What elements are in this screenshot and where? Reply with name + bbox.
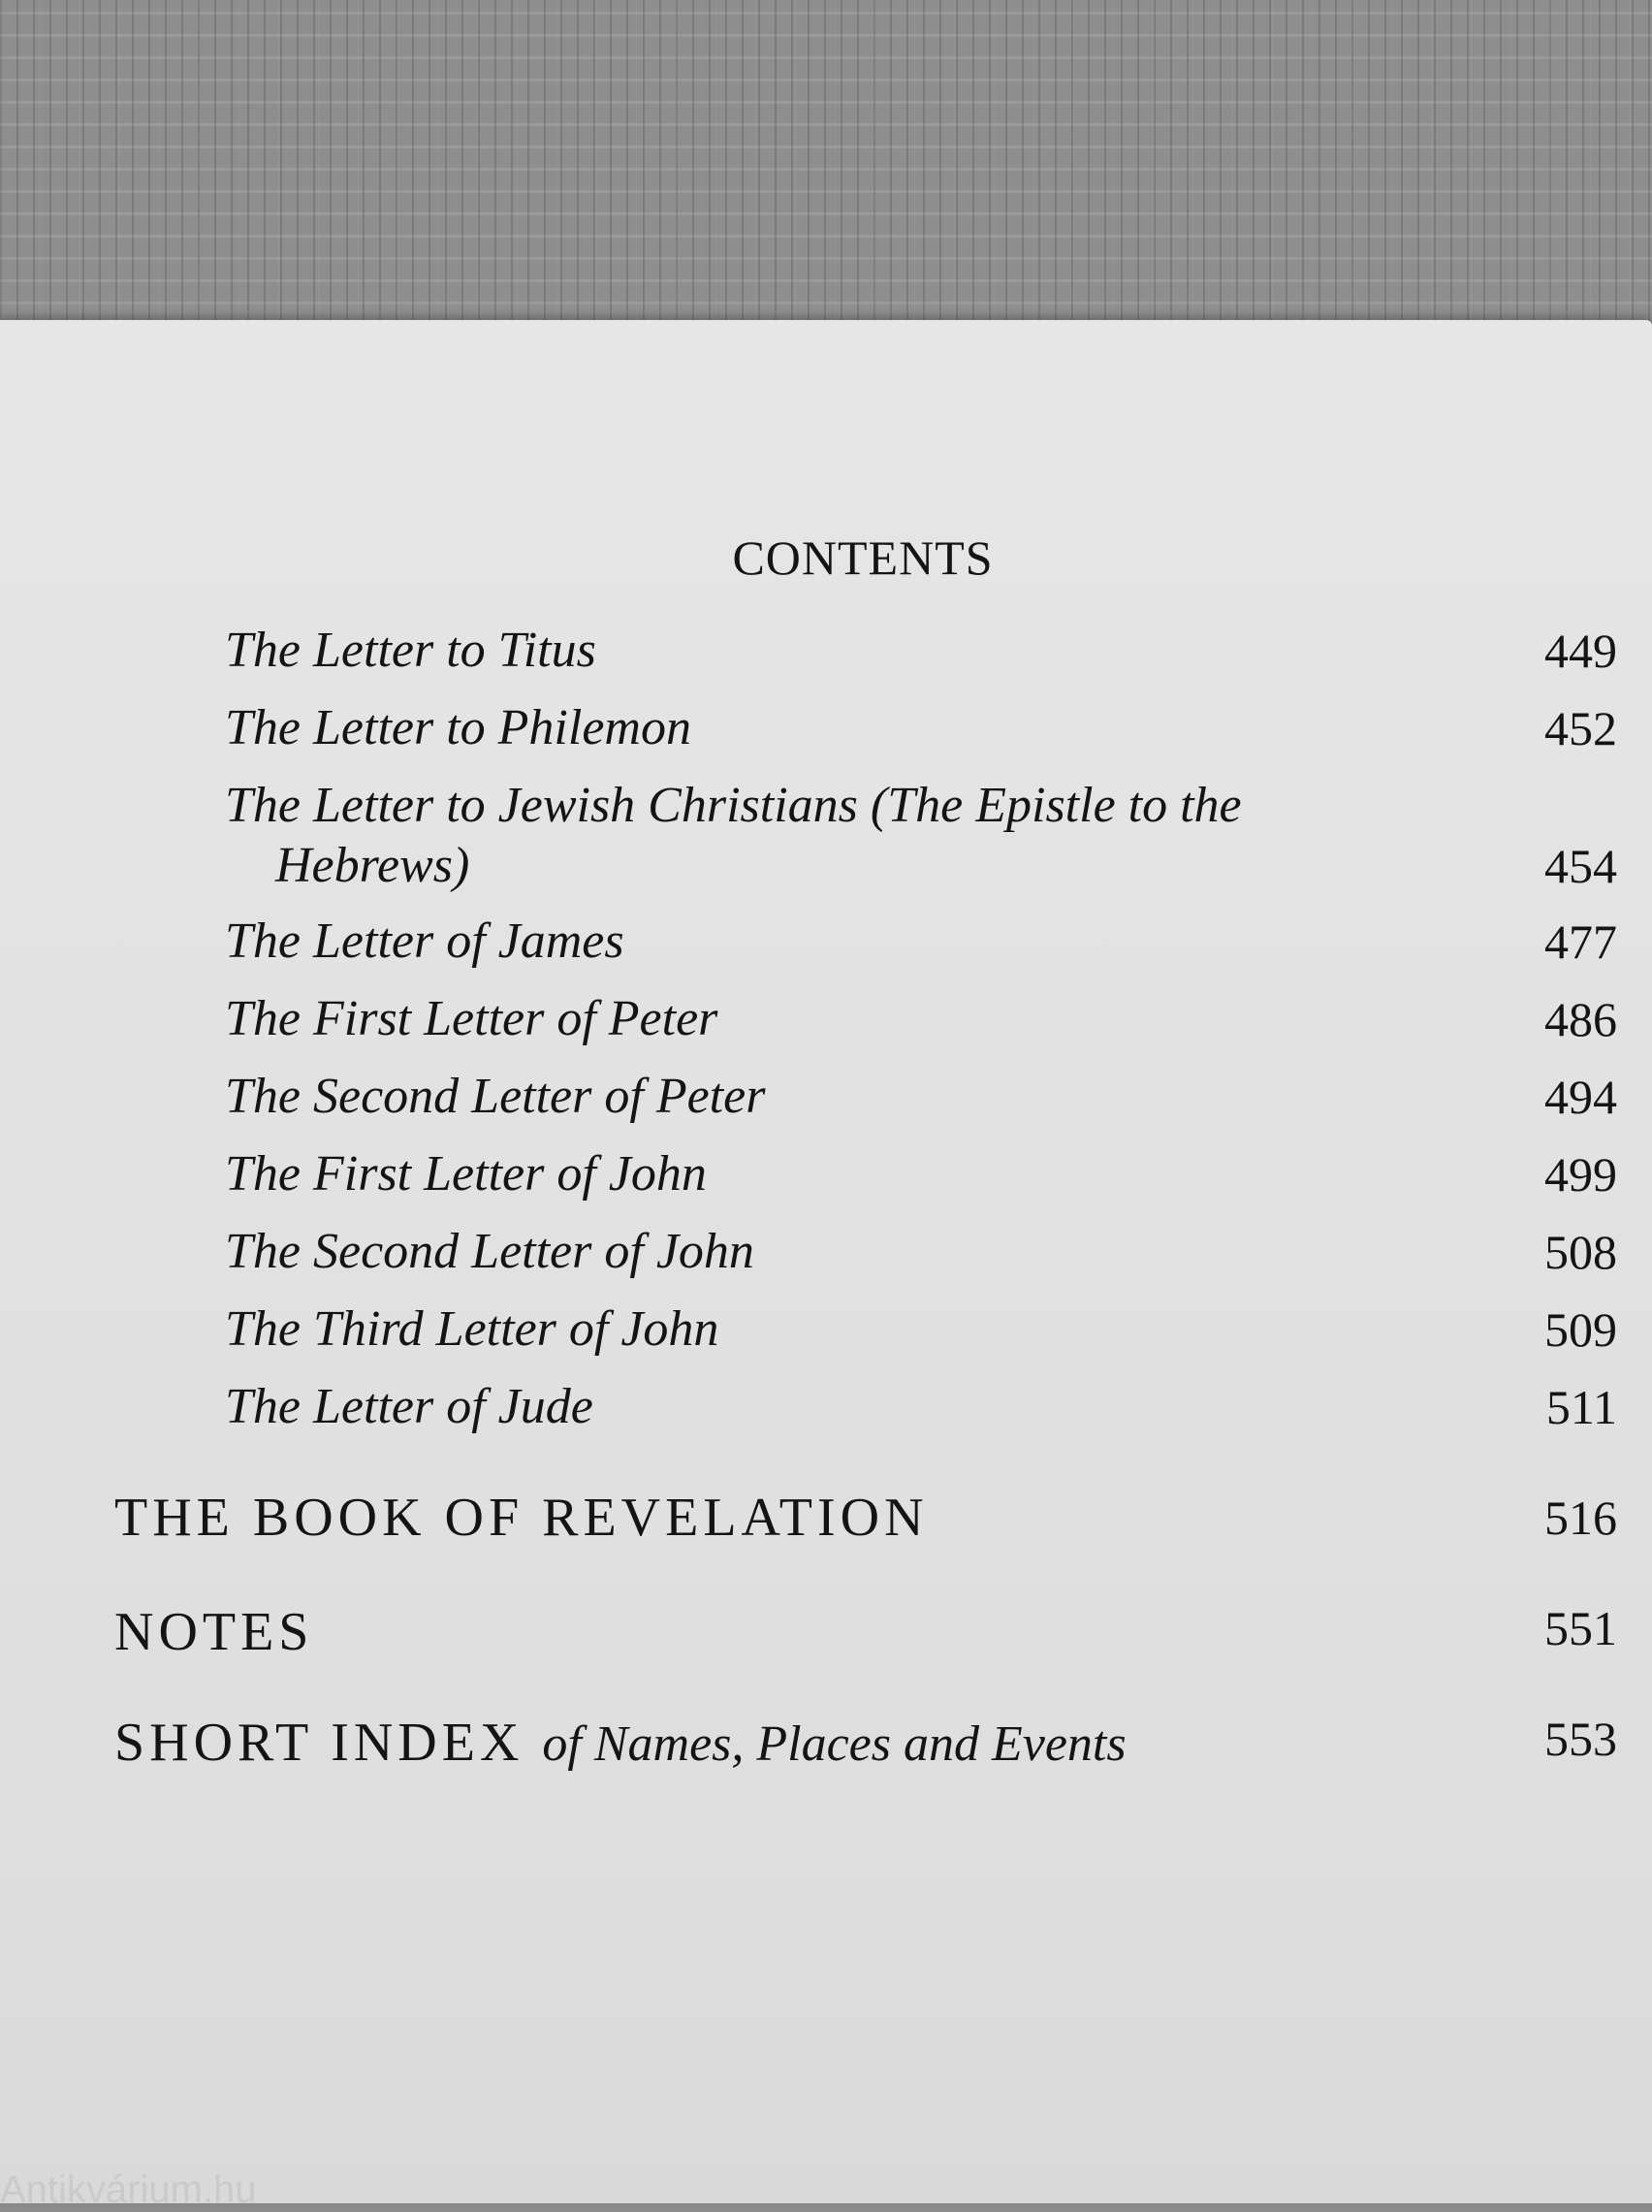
section-page-number: 553 xyxy=(1544,1712,1617,1766)
entry-title: The Third Letter of John xyxy=(225,1301,719,1357)
entry-page-number: 486 xyxy=(1544,992,1617,1046)
entry-title: The Letter to Philemon xyxy=(225,700,691,755)
entry-title: The Second Letter of Peter xyxy=(225,1069,766,1124)
entry-page-number: 454 xyxy=(1544,839,1617,893)
toc-entry-jude xyxy=(225,1377,593,1437)
entry-page-number: 511 xyxy=(1545,1380,1617,1434)
entry-title: The Second Letter of John xyxy=(225,1224,754,1279)
toc-entry-philemon xyxy=(225,698,691,758)
toc-entry-1-john xyxy=(225,1144,707,1204)
contents-heading: CONTENTS xyxy=(732,530,994,585)
entry-page-number: 449 xyxy=(1544,624,1617,678)
entry-title: The First Letter of John xyxy=(225,1146,707,1202)
section-page-number: 516 xyxy=(1544,1491,1617,1545)
section-title: SHORT INDEX xyxy=(114,1713,524,1773)
entry-page-number: 499 xyxy=(1544,1147,1617,1202)
entry-page-number: 508 xyxy=(1544,1225,1617,1279)
section-title: NOTES xyxy=(114,1602,314,1662)
entry-page-number: 494 xyxy=(1544,1070,1617,1124)
entry-title: The Letter to Titus xyxy=(225,623,596,678)
section-page-number: 551 xyxy=(1544,1601,1617,1655)
entry-title: The Letter to Jewish Christians (The Epistle to the xyxy=(225,778,1242,833)
toc-section-revelation xyxy=(114,1486,929,1550)
entry-title: The Letter of Jude xyxy=(225,1379,593,1434)
toc-section-notes xyxy=(114,1600,313,1664)
toc-entry-james xyxy=(225,912,624,972)
entry-page-number: 477 xyxy=(1544,914,1617,969)
watermark: Antikvárium.hu xyxy=(0,2168,257,2211)
toc-entry-3-john xyxy=(225,1299,718,1360)
section-subtitle: of Names, Places and Events xyxy=(542,1716,1127,1772)
entry-title: The First Letter of Peter xyxy=(225,991,718,1046)
entry-page-number: 452 xyxy=(1544,701,1617,755)
background-surface xyxy=(0,0,1652,349)
toc-entry-2-peter xyxy=(225,1067,765,1127)
entry-title-continuation: Hebrews) xyxy=(275,838,470,893)
toc-entry-hebrews xyxy=(225,776,1242,896)
entry-title: The Letter of James xyxy=(225,914,624,969)
toc-entry-1-peter xyxy=(225,989,717,1049)
toc-entry-2-john xyxy=(225,1222,754,1282)
section-title: THE BOOK OF REVELATION xyxy=(114,1488,929,1548)
toc-entry-titus xyxy=(225,621,596,681)
entry-page-number: 509 xyxy=(1544,1302,1617,1357)
toc-section-short-index xyxy=(114,1711,1127,1777)
